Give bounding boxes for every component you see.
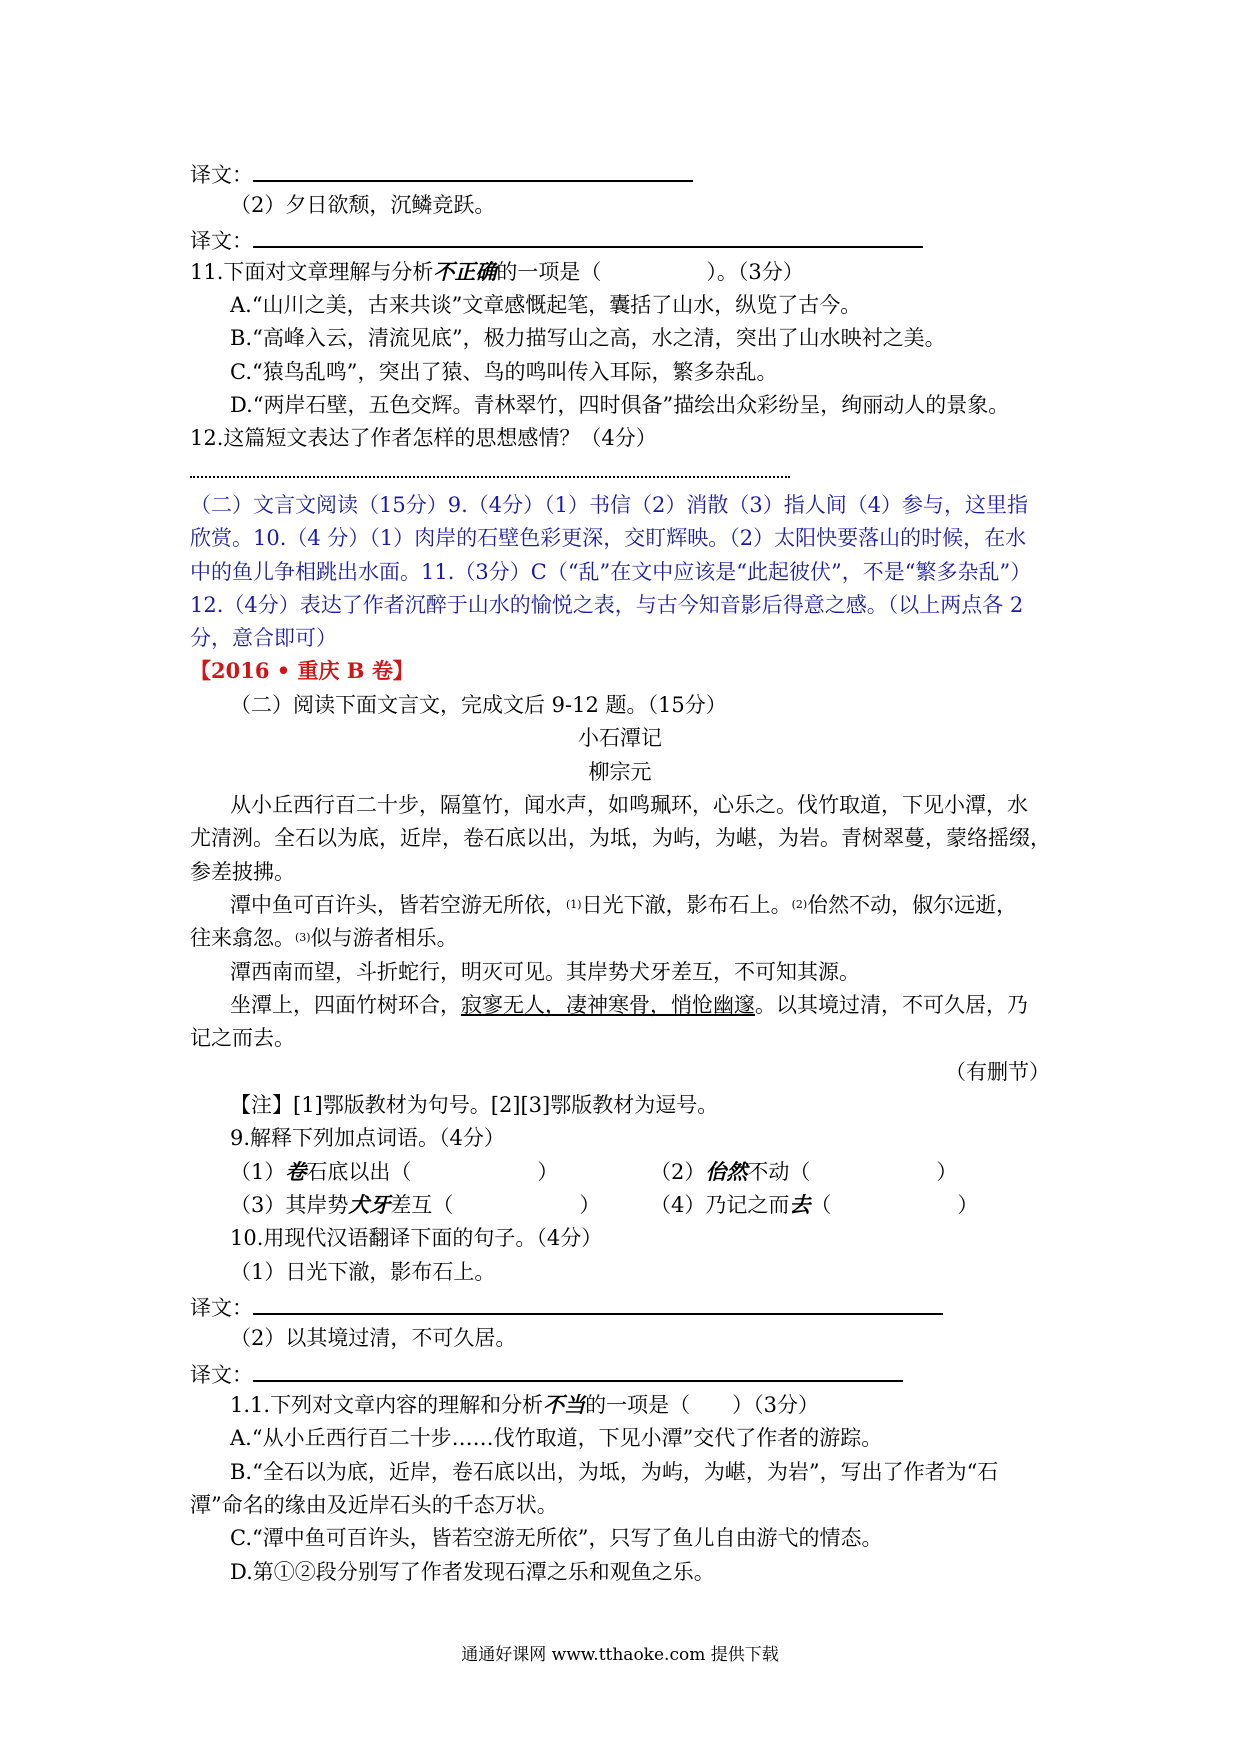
q11b-option-b-line-1: B.“全石以为底，近岸，卷石底以出，为坻，为屿，为嵁，为岩”，写出了作者为“石 [230,1460,999,1484]
answer-line-2: 欣赏。10.（4 分）（1）肉岸的石壁色彩更深，交盯辉映。（2）太阳快要落山的时候，在水 [190,526,1027,550]
q11-suffix: 的一项是（ ）。（3分） [496,260,804,284]
section-instruction: （二）阅读下面文言文，完成文后 9-12 题。（15分） [230,693,727,717]
q11b-option-d: D.第①②段分别写了作者发现石潭之乐和观鱼之乐。 [230,1560,715,1584]
q11b-prefix: 1.1.下列对文章内容的理解和分析 [230,1393,544,1417]
q9-item-3 [230,1189,600,1221]
q11b-option-a: A.“从小丘西行百二十步……伐竹取道，下见小潭”交代了作者的游踪。 [230,1426,883,1450]
answer-blank [253,1289,943,1315]
question-11 [190,256,804,288]
q10-item-2: （2）以其境过清，不可久居。 [230,1326,517,1350]
q11-prefix: 11.下面对文章理解与分析 [190,260,434,284]
q9-text: 不动（ ） [747,1160,958,1184]
option-d: D.“两岸石壁，五色交辉。青林翠竹，四时俱备”描绘出众彩纷呈，绚丽动人的景象。 [230,393,1010,417]
p2-text: 往来翕忽。 [190,926,295,950]
translation-line-2 [190,222,923,257]
deleted-note: （有删节） [945,1060,1050,1084]
paragraph-1-line-3: 参差披拂。 [190,860,295,884]
translation-label: 译文： [190,1363,253,1387]
translation-line-1 [190,156,693,191]
p2-text: 似与游者相乐。 [310,926,458,950]
q9-emph: 卷 [285,1159,307,1184]
q10-item-1: （1）日光下澈，影布石上。 [230,1260,496,1284]
q9-text: （ ） [810,1193,979,1217]
paragraph-2-line-1 [230,889,1017,921]
option-b: B.“高峰入云，清流见底”，极力描写山之高，水之清，突出了山水映衬之美。 [230,326,946,350]
q9-num: （3）其岸势 [230,1193,349,1217]
answer-dotted-line [190,476,790,478]
section-tag: 【2016 • 重庆 B 卷】 [190,658,414,683]
p2-text: 佁然不动，俶尔远逝， [807,893,1018,917]
answer-blank [253,156,693,182]
paragraph-1-line-2: 尤清洌。全石以为底，近岸，卷石底以出，为坻，为屿，为嵁，为岩。青树翠蔓，蒙络摇缀， [190,826,1051,850]
q9-text: 差互（ ） [390,1193,601,1217]
question-11b [230,1389,819,1421]
p4-text: 坐潭上，四面竹树环合， [230,993,461,1017]
passage-title: 小石潭记 [578,726,662,750]
q9-num: （2） [650,1160,706,1184]
q11b-suffix: 的一项是（ ）（3分） [585,1393,819,1417]
question-9: 9.解释下列加点词语。（4分） [230,1126,505,1150]
translation-line-4 [190,1356,903,1391]
footnote-ref-3: (3) [295,931,311,944]
footnote-ref-2: (2) [791,898,808,911]
paragraph-4-line-2: 记之而去。 [190,1026,295,1050]
footnote-ref-1: (1) [566,898,582,911]
answer-blank [253,222,923,248]
translation-label: 译文： [190,1296,253,1320]
translation-label: 译文： [190,163,253,187]
paragraph-1-line-1: 从小丘西行百二十步，隔篁竹，闻水声，如鸣珮环，心乐之。伐竹取道，下见小潭，水 [230,793,1028,817]
option-c: C.“猿鸟乱鸣”，突出了猿、鸟的鸣叫传入耳际，繁多杂乱。 [230,360,778,384]
p4-text: 。以其境过清，不可久居，乃 [755,993,1028,1017]
page-footer: 通通好课网 www.tthaoke.com 提供下载 [461,1645,779,1665]
q9-item-4 [650,1189,978,1221]
answer-line-4: 12.（4分）表达了作者沉醉于山水的愉悦之表，与古今知音影后得意之感。（以上两点各 2 [190,593,1024,617]
q9-emph: 犬牙 [348,1192,391,1217]
q11b-option-c: C.“潭中鱼可百许头，皆若空游无所依”，只写了鱼儿自由游弋的情态。 [230,1526,883,1550]
paragraph-4-line-1 [230,989,1028,1021]
p2-text: 日光下澈，影布石上。 [581,893,792,917]
translation-line-3 [190,1289,943,1324]
q9-item-1 [230,1156,558,1188]
paragraph-3: 潭西南而望，斗折蛇行，明灭可见。其岸势犬牙差互，不可知其源。 [230,960,860,984]
answer-line-1: （二）文言文阅读（15分）9.（4分）（1）书信（2）消散（3）指人间（4）参与，这里指 [190,493,1029,517]
q11b-emphasis: 不当 [543,1392,586,1417]
q11-emphasis: 不正确 [433,259,497,284]
answer-line-3: 中的鱼儿争相跳出水面。11.（3分）C（“乱”在文中应该是“此起彼伏”，不是“繁多杂乱”） [190,560,1032,584]
translation-label: 译文： [190,229,253,253]
answer-line-5: 分，意合即可） [190,626,337,650]
q9-num: （1） [230,1160,286,1184]
paragraph-2-line-2 [190,922,458,954]
q11b-option-b-line-2: 潭”命名的缘由及近岸石头的千态万状。 [190,1493,558,1517]
question-10-2: （2）夕日欲颓，沉鳞竞跃。 [230,193,496,217]
p2-text: 潭中鱼可百许头，皆若空游无所依， [230,893,566,917]
q9-text: 石底以出（ ） [306,1160,559,1184]
answer-blank [253,1356,903,1382]
q9-emph: 佁然 [705,1159,748,1184]
p4-underlined: 寂寥无人，凄神寒骨，悄怆幽邃 [461,993,755,1017]
question-10: 10.用现代汉语翻译下面的句子。（4分） [230,1226,603,1250]
option-a: A.“山川之美，古来共谈”文章感慨起笔，囊括了山水，纵览了古今。 [230,293,862,317]
q9-num: （4）乃记之而 [650,1193,790,1217]
editor-note: 【注】[1]鄂版教材为句号。[2][3]鄂版教材为逗号。 [230,1093,719,1117]
q9-item-2 [650,1156,957,1188]
question-12: 12.这篇短文表达了作者怎样的思想感情？（4分） [190,426,657,450]
passage-author: 柳宗元 [588,760,652,784]
q9-emph: 去 [789,1192,811,1217]
